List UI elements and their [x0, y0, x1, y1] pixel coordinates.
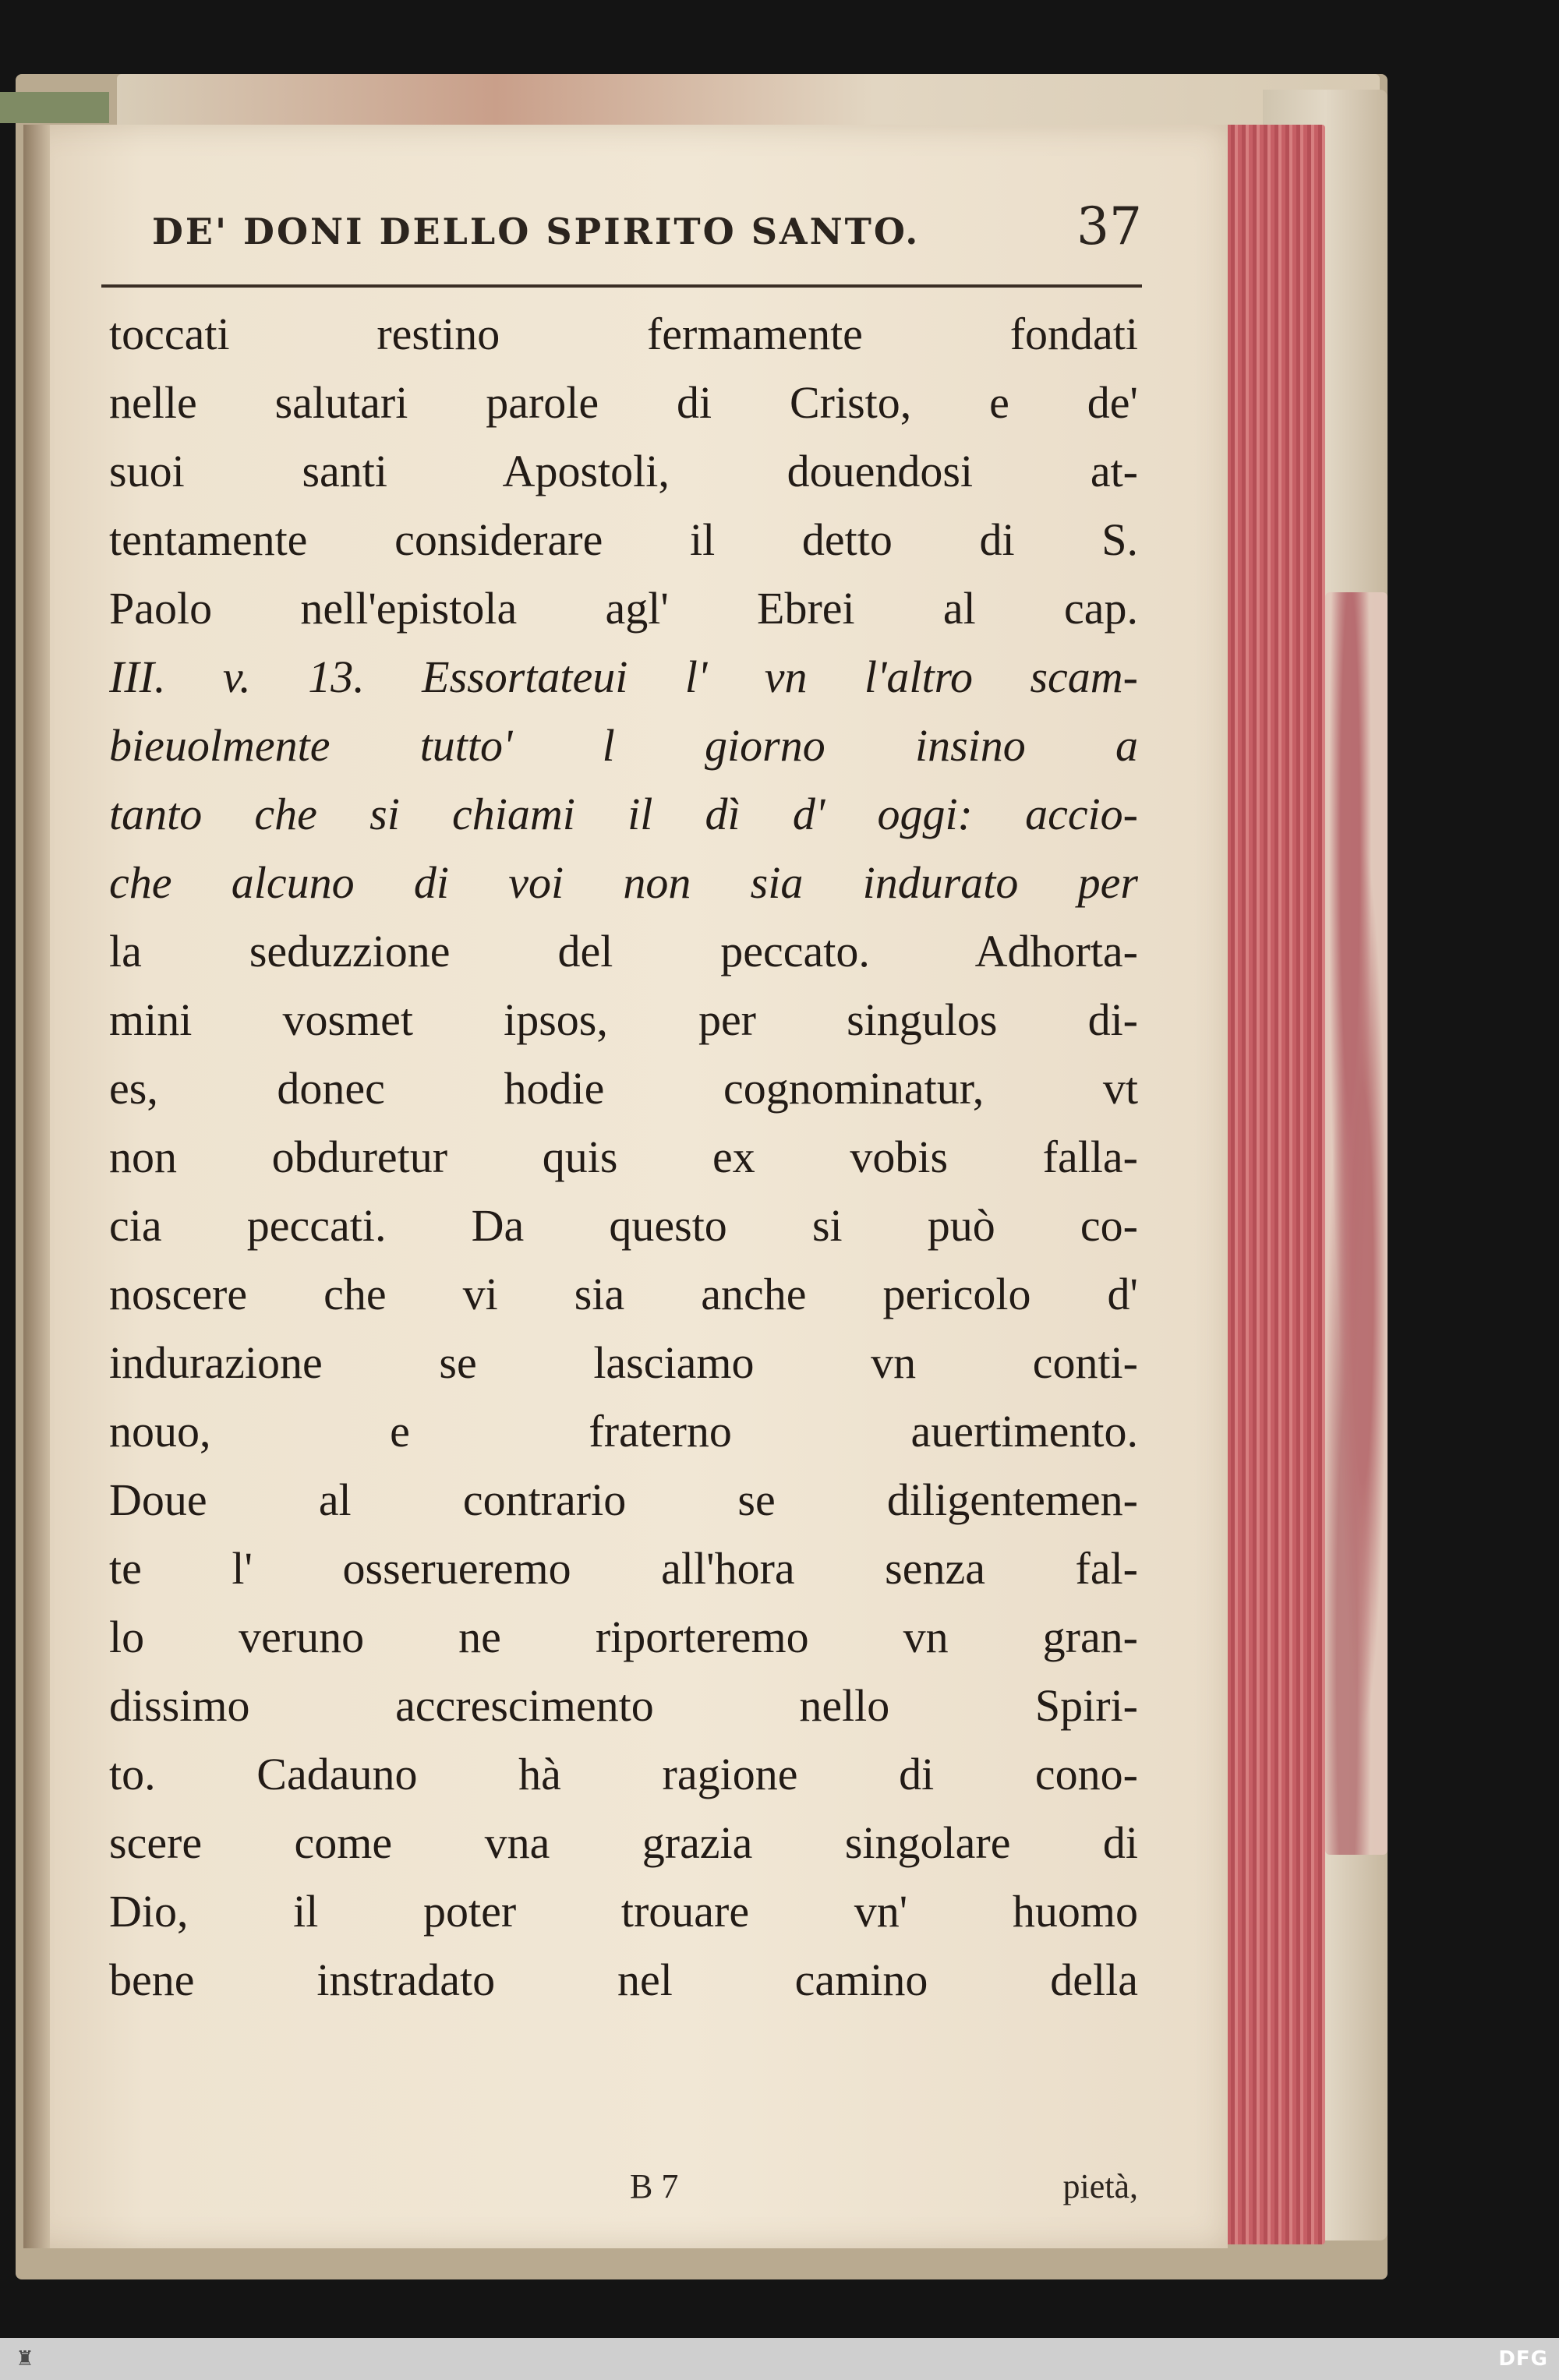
text-line: Paolo nell'epistola agl' Ebrei al cap. — [109, 583, 1138, 634]
text-line: to. Cadauno hà ragione di cono- — [109, 1749, 1138, 1799]
running-title: DE' DONI DELLO SPIRITO SANTO. — [152, 210, 921, 252]
text-line: scere come vna grazia singolare di — [109, 1817, 1138, 1868]
text-line: Doue al contrario se diligentemen- — [109, 1474, 1138, 1525]
book-spine-cloth — [0, 92, 109, 123]
text-line: noscere che vi sia anche pericolo d' — [109, 1269, 1138, 1319]
library-logo-icon: ♜ — [16, 2347, 34, 2371]
header-rule — [101, 284, 1142, 288]
signature-mark: B 7 — [630, 2167, 679, 2205]
text-line: toccati restino fermamente fondati — [109, 309, 1138, 359]
page-number: 37 — [1076, 196, 1142, 256]
text-line: nelle salutari parole di Cristo, e de' — [109, 377, 1138, 428]
text-line: indurazione se lasciamo vn conti- — [109, 1337, 1138, 1388]
text-line: mini vosmet ipsos, per singulos di- — [109, 994, 1138, 1045]
viewer-footer-bar — [0, 2338, 1559, 2380]
text-line: lo veruno ne riporteremo vn gran- — [109, 1612, 1138, 1662]
page-footer — [109, 2166, 1138, 2221]
marbled-paper — [1325, 592, 1388, 1855]
text-line: che alcuno di voi non sia indurato per — [109, 857, 1138, 908]
text-line: tentamente considerare il detto di S. — [109, 514, 1138, 565]
text-line: dissimo accrescimento nello Spiri- — [109, 1680, 1138, 1731]
page-gutter — [23, 125, 50, 2248]
book-top-edge — [117, 74, 1380, 129]
text-line: cia peccati. Da questo si può co- — [109, 1200, 1138, 1251]
text-line: III. v. 13. Essortateui l' vn l'altro scam- — [109, 651, 1138, 702]
body-text — [109, 300, 1138, 2015]
text-line: bene instradato nel camino della — [109, 1954, 1138, 2005]
text-line: es, donec hodie cognominatur, vt — [109, 1063, 1138, 1114]
catchword: pietà, — [1062, 2167, 1138, 2205]
text-line: tanto che si chiami il dì d' oggi: accio- — [109, 789, 1138, 839]
text-line: la seduzzione del peccato. Adhorta- — [109, 926, 1138, 976]
text-line: non obduretur quis ex vobis falla- — [109, 1132, 1138, 1182]
text-line: suoi santi Apostoli, douendosi at- — [109, 446, 1138, 496]
red-page-edges — [1220, 125, 1325, 2244]
text-line: Dio, il poter trouare vn' huomo — [109, 1886, 1138, 1937]
book-page — [23, 125, 1228, 2248]
page-header — [152, 196, 1142, 256]
dfg-logo: DFG — [1498, 2347, 1548, 2371]
text-line: nouo, e fraterno auertimento. — [109, 1406, 1138, 1457]
text-line: te l' osserueremo all'hora senza fal- — [109, 1543, 1138, 1594]
text-line: bieuolmente tutto' l giorno insino a — [109, 720, 1138, 771]
